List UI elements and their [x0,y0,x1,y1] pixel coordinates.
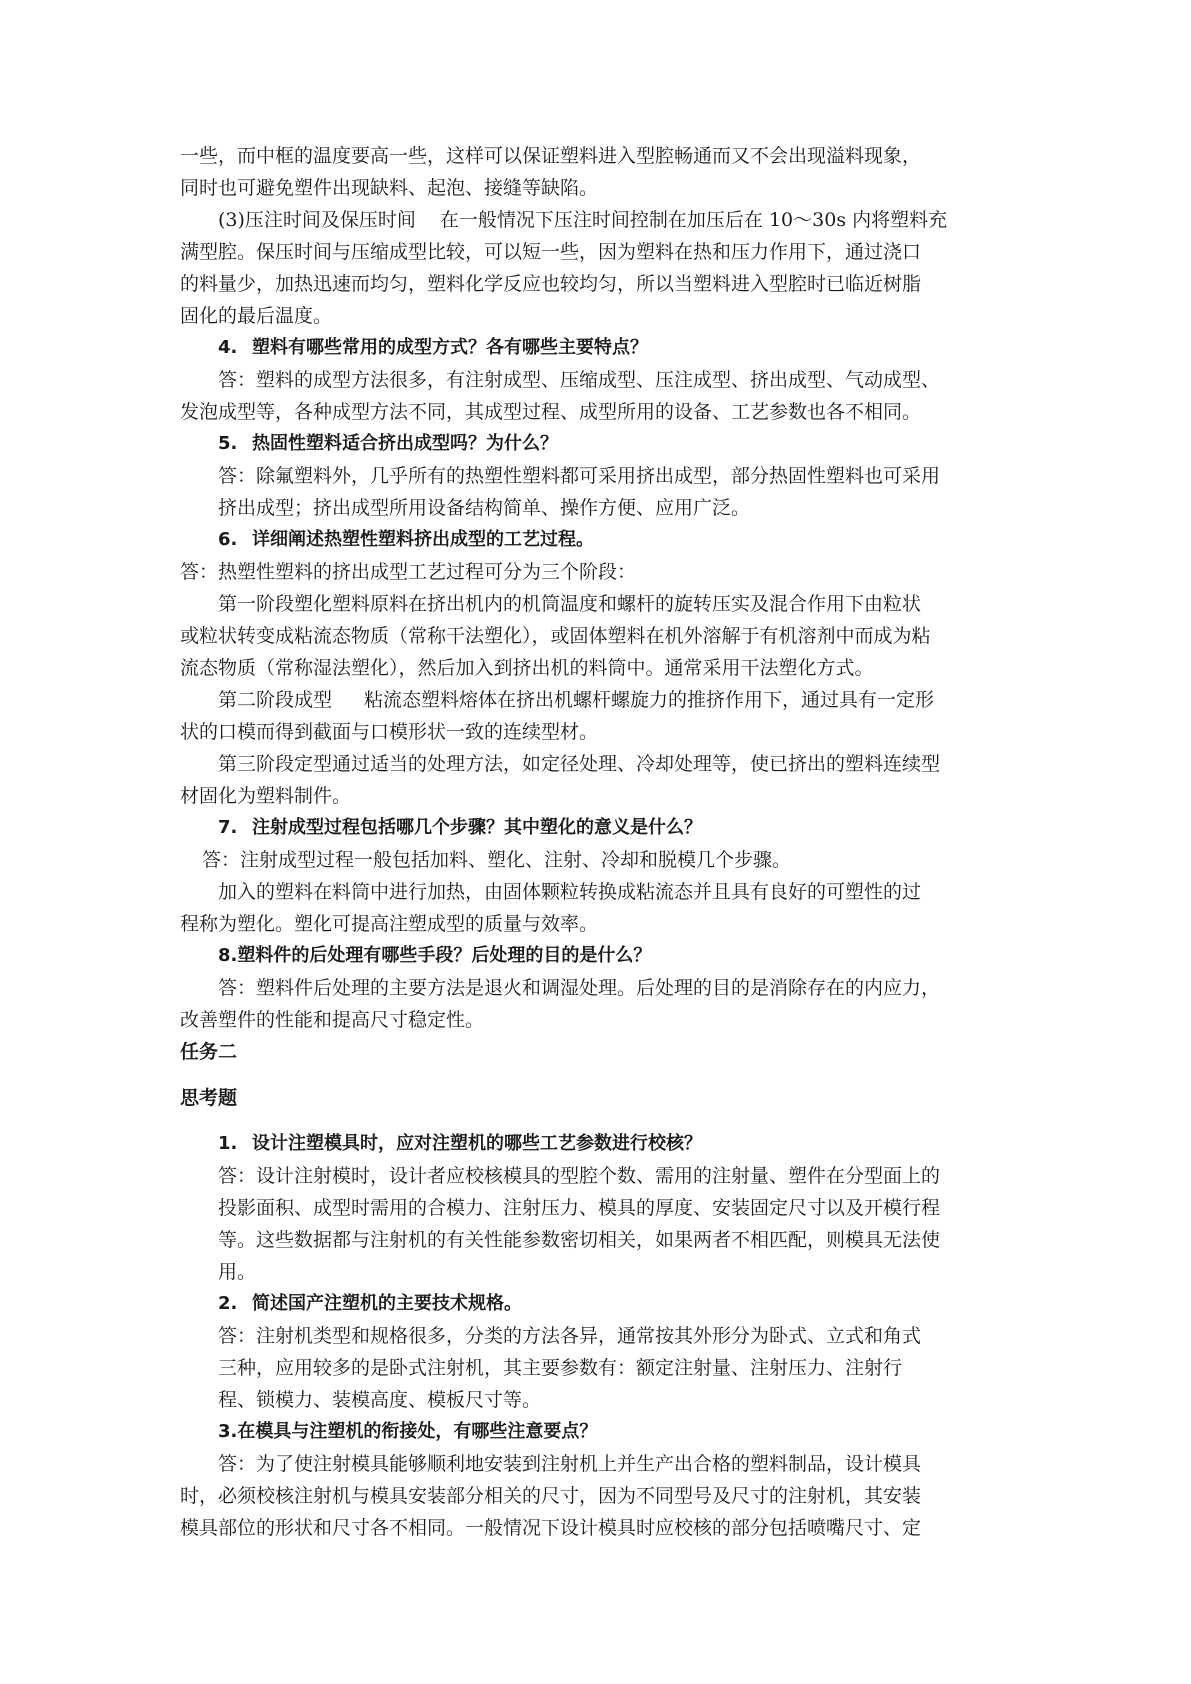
question-text: 在模具与注塑机的衔接处，有哪些注意要点？ [237,1421,598,1442]
answer-5 [180,460,1020,524]
question-text: 塑料有哪些常用的成型方式？各有哪些主要特点？ [252,337,648,358]
question-number: 7. [218,817,238,838]
text-line: 三种，应用较多的是卧式注射机，其主要参数有：额定注射量、注射压力、注射行 [218,1357,903,1379]
question-heading-t2-3 [180,1416,1020,1448]
answer-t2-3 [180,1448,1020,1544]
question-heading-t2-1 [180,1128,1020,1160]
text-line: 答：为了使注射模具能够顺利地安装到注射机上并生产出合格的塑料制品，设计模具 [218,1453,922,1475]
text-line: 答：除氟塑料外，几乎所有的热塑性塑料都可采用挤出成型，部分热固性塑料也可采用 [218,465,941,487]
text-line: 同时也可避免塑件出现缺料、起泡、接缝等缺陷。 [180,177,599,199]
text-line: 模具部位的形状和尺寸各不相同。一般情况下设计模具时应校核的部分包括喷嘴尺寸、定 [180,1517,922,1539]
text-line: 程、锁模力、装模高度、模板尺寸等。 [218,1389,542,1411]
question-number: 5. [218,433,238,454]
question-number: 4. [218,337,238,358]
text-span: 在一般情况下压注时间控制在加压后在 10～30s 内将塑料充 [439,209,948,231]
text-line: 固化的最后温度。 [180,305,333,327]
text-line: 程称为塑化。塑化可提高注塑成型的质量与效率。 [180,913,599,935]
text-line: 时，必须校核注射机与模具安装部分相关的尺寸，因为不同型号及尺寸的注射机，其安装 [180,1485,922,1507]
text-line: 第一阶段塑化塑料原料在挤出机内的机筒温度和螺杆的旋转压实及混合作用下由粒状 [218,593,922,615]
question-text: 热固性塑料适合挤出成型吗？为什么？ [252,433,558,454]
document-body [180,140,1020,1544]
text-line: 的料量少，加热迅速而均匀，塑料化学反应也较均匀，所以当塑料进入型腔时已临近树脂 [180,273,922,295]
text-line: 第三阶段定型通过适当的处理方法，如定径处理、冷却处理等，使已挤出的塑料连续型 [218,753,941,775]
text-line: 用。 [218,1261,257,1283]
text-line [180,204,1020,236]
text-line: 答：注射成型过程一般包括加料、塑化、注射、冷却和脱模几个步骤。 [202,849,792,871]
question-heading-7 [180,812,1020,844]
question-heading-t2-2 [180,1288,1020,1320]
paragraph-injection-time [180,204,1020,332]
section-heading-questions: 思考题 [180,1087,238,1109]
question-number: 1. [218,1133,238,1154]
text-line: 加入的塑料在料筒中进行加热，由固体颗粒转换成粘流态并且具有良好的可塑性的过 [218,881,922,903]
paragraph-continuation [180,140,1020,204]
answer-7 [180,844,1020,940]
question-heading-5 [180,428,1020,460]
text-line: 答：注射机类型和规格很多，分类的方法各异，通常按其外形分为卧式、立式和角式 [218,1325,922,1347]
text-line: 材固化为塑料制件。 [180,785,352,807]
question-heading-4 [180,332,1020,364]
text-line: 答：热塑性塑料的挤出成型工艺过程可分为三个阶段： [180,561,637,583]
text-line: 或粒状转变成粘流态物质（常称干法塑化），或固体塑料在机外溶解于有机溶剂中而成为粘 [180,625,931,647]
text-line: 一些，而中框的温度要高一些，这样可以保证塑料进入型腔畅通而又不会出现溢料现象， [180,145,922,167]
question-number: 3. [218,1421,238,1442]
question-text: 设计注塑模具时，应对注塑机的哪些工艺参数进行校核？ [252,1133,702,1154]
question-heading-6 [180,524,1020,556]
text-line: 答：塑料件后处理的主要方法是退火和调湿处理。后处理的目的是消除存在的内应力， [218,977,941,999]
answer-6 [180,556,1020,812]
text-line: 答：塑料的成型方法很多，有注射成型、压缩成型、压注成型、挤出成型、气动成型、 [218,369,941,391]
question-number: 2. [218,1293,238,1314]
text-line: 答：设计注射模时，设计者应校核模具的型腔个数、需用的注射量、塑件在分型面上的 [218,1165,941,1187]
question-text: 简述国产注塑机的主要技术规格。 [252,1293,522,1314]
stage-label: 第二阶段成型 [218,689,333,711]
text-line: 投影面积、成型时需用的合模力、注射压力、模具的厚度、安装固定尺寸以及开模行程 [218,1197,941,1219]
answer-t2-2 [180,1320,1020,1416]
question-text: 详细阐述热塑性塑料挤出成型的工艺过程。 [252,529,594,550]
answer-t2-1 [180,1160,1020,1288]
answer-4 [180,364,1020,428]
text-line: 改善塑件的性能和提高尺寸稳定性。 [180,1009,485,1031]
question-text: 塑料件的后处理有哪些手段？后处理的目的是什么？ [237,945,652,966]
subheading-label: (3)压注时间及保压时间 [218,209,416,231]
text-line: 满型腔。保压时间与压缩成型比较，可以短一些，因为塑料在热和压力作用下，通过浇口 [180,241,922,263]
text-line: 状的口模而得到截面与口模形状一致的连续型材。 [180,721,599,743]
text-line: 流态物质（常称湿法塑化），然后加入到挤出机的料筒中。通常采用干法塑化方式。 [180,657,874,679]
question-number: 8. [218,945,238,966]
text-line: 挤出成型；挤出成型所用设备结构简单、操作方便、应用广泛。 [218,497,751,519]
question-number: 6. [218,529,238,550]
text-line: 发泡成型等，各种成型方法不同，其成型过程、成型所用的设备、工艺参数也各不相同。 [180,401,922,423]
text-span: 粘流态塑料熔体在挤出机螺杆螺旋力的推挤作用下，通过具有一定形 [364,689,935,711]
question-text: 注射成型过程包括哪几个步骤？其中塑化的意义是什么？ [252,817,702,838]
question-heading-8 [180,940,1020,972]
text-line [180,684,1020,716]
text-line: 等。这些数据都与注射机的有关性能参数密切相关，如果两者不相匹配，则模具无法使 [218,1229,941,1251]
answer-8 [180,972,1020,1036]
section-heading-task2: 任务二 [180,1041,238,1063]
